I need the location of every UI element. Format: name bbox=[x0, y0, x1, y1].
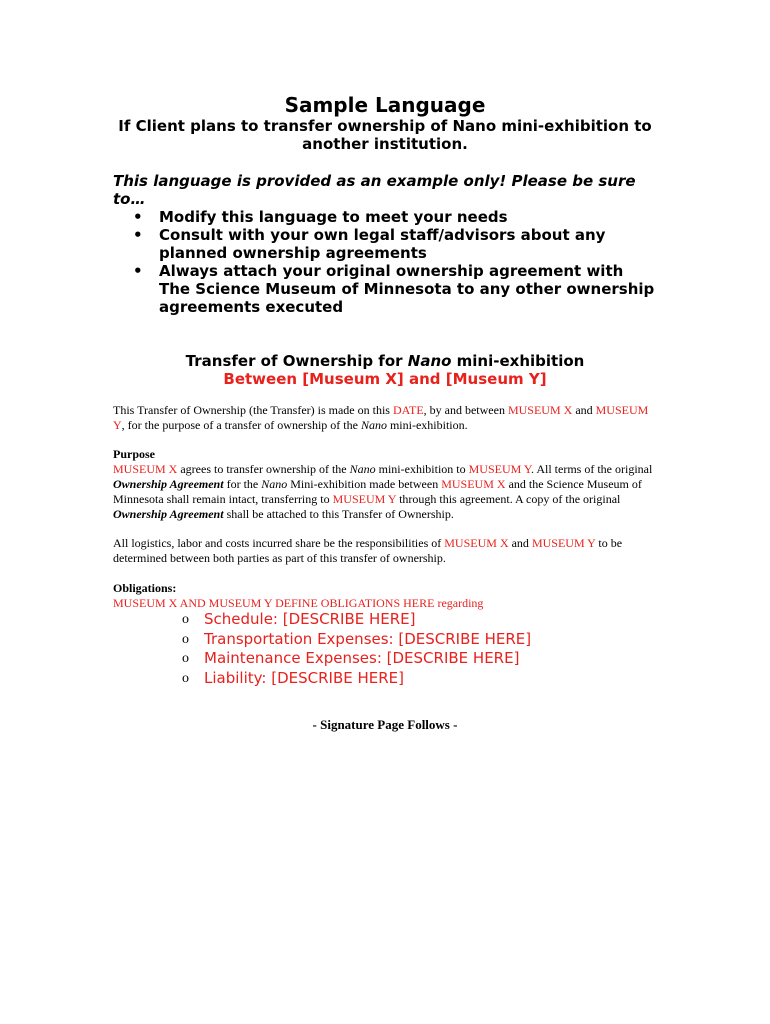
intro-text: and bbox=[572, 403, 596, 417]
logistics-text: to be determined between both parties as part of this transfer of ownership. bbox=[113, 536, 623, 565]
museum-x-placeholder: MUSEUM X bbox=[507, 403, 573, 417]
obligation-item bbox=[180, 610, 640, 630]
bullet-icon: • bbox=[133, 208, 143, 226]
ownership-agreement-term: Ownership Agreement bbox=[113, 507, 224, 521]
purpose-text: mini-exhibition to bbox=[375, 462, 469, 476]
museum-y-placeholder: MUSEUM Y bbox=[468, 462, 531, 476]
agreement-heading bbox=[0, 352, 770, 388]
caveat-text: Modify this language to meet your needs bbox=[159, 208, 508, 226]
purpose-paragraph bbox=[113, 462, 653, 522]
purpose-text: shall be attached to this Transfer of Ownership. bbox=[223, 507, 454, 521]
intro-text: mini-exhibition. bbox=[386, 418, 468, 432]
agreement-heading-suffix: mini-exhibition bbox=[451, 352, 585, 370]
intro-text: This Transfer of Ownership (the Transfer) is made on this bbox=[113, 403, 393, 417]
agreement-heading-nano: Nano bbox=[407, 352, 452, 370]
obligation-text: Liability: [DESCRIBE HERE] bbox=[204, 668, 404, 687]
circle-bullet-icon: o bbox=[182, 631, 189, 647]
museum-x-placeholder: MUSEUM X bbox=[113, 462, 178, 476]
caveat-list bbox=[113, 208, 658, 316]
caveat-item bbox=[113, 226, 658, 262]
disclaimer-note: This language is provided as an example only! Please be sure to… bbox=[113, 172, 636, 208]
obligation-list bbox=[180, 610, 640, 688]
circle-bullet-icon: o bbox=[182, 670, 189, 686]
obligation-text: Maintenance Expenses: [DESCRIBE HERE] bbox=[204, 649, 520, 667]
obligations-heading: Obligations: bbox=[113, 581, 177, 595]
purpose-text: and the Science Museum of Minnesota shall remain intact, transferring to bbox=[113, 477, 642, 506]
bullet-icon: • bbox=[133, 226, 143, 244]
purpose-text: . All terms of the original bbox=[531, 462, 653, 476]
signature-page-note: - Signature Page Follows - bbox=[312, 717, 458, 732]
logistics-text: All logistics, labor and costs incurred share be the responsibilities of bbox=[113, 536, 445, 550]
museum-y-placeholder: MUSEUM Y bbox=[531, 536, 596, 550]
agreement-parties: Between [Museum X] and [Museum Y] bbox=[223, 370, 547, 388]
museum-y-placeholder: MUSEUM Y bbox=[332, 492, 397, 506]
logistics-text: and bbox=[508, 536, 532, 550]
intro-text: , for the purpose of a transfer of ownership of the bbox=[121, 418, 361, 432]
nano-term: Nano bbox=[261, 477, 288, 491]
purpose-text: agrees to transfer ownership of the bbox=[177, 462, 350, 476]
nano-term: Nano bbox=[349, 462, 376, 476]
caveat-item bbox=[113, 208, 658, 226]
agreement-heading-prefix: Transfer of Ownership for bbox=[185, 352, 408, 370]
circle-bullet-icon: o bbox=[182, 612, 189, 627]
obligation-item bbox=[180, 669, 640, 689]
intro-text: , by and between bbox=[423, 403, 508, 417]
obligations-text: MUSEUM X AND MUSEUM Y DEFINE OBLIGATIONS HERE regarding bbox=[113, 596, 484, 610]
circle-bullet-icon: o bbox=[182, 651, 189, 666]
intro-paragraph bbox=[113, 403, 653, 433]
museum-x-placeholder: MUSEUM X bbox=[441, 477, 506, 491]
obligation-item bbox=[180, 649, 640, 669]
ownership-agreement-term: Ownership Agreement bbox=[113, 477, 224, 491]
purpose-text: for the bbox=[223, 477, 262, 491]
page-title: Sample Language bbox=[284, 93, 486, 117]
purpose-text: through this agreement. A copy of the original bbox=[396, 492, 621, 506]
caveat-text: Consult with your own legal staff/advisors about any planned ownership agreements bbox=[159, 226, 606, 262]
obligation-item bbox=[180, 630, 640, 650]
caveat-item bbox=[113, 262, 658, 316]
purpose-text: Mini-exhibition made between bbox=[287, 477, 442, 491]
obligation-text: Schedule: [DESCRIBE HERE] bbox=[204, 610, 416, 628]
museum-y-placeholder: MUSEUM Y bbox=[113, 403, 649, 432]
nano-term: Nano bbox=[360, 418, 387, 432]
date-placeholder: DATE bbox=[392, 403, 424, 417]
museum-x-placeholder: MUSEUM X bbox=[444, 536, 509, 550]
caveat-text: Always attach your original ownership agreement with The Science Museum of Minnesota to any other ownership agreements executed bbox=[159, 262, 655, 316]
page-subtitle: If Client plans to transfer ownership of Nano mini-exhibition to another institution. bbox=[118, 117, 652, 153]
bullet-icon: • bbox=[133, 262, 143, 280]
logistics-paragraph bbox=[113, 536, 653, 566]
purpose-heading: Purpose bbox=[113, 447, 155, 461]
obligation-text: Transportation Expenses: [DESCRIBE HERE] bbox=[204, 629, 532, 648]
